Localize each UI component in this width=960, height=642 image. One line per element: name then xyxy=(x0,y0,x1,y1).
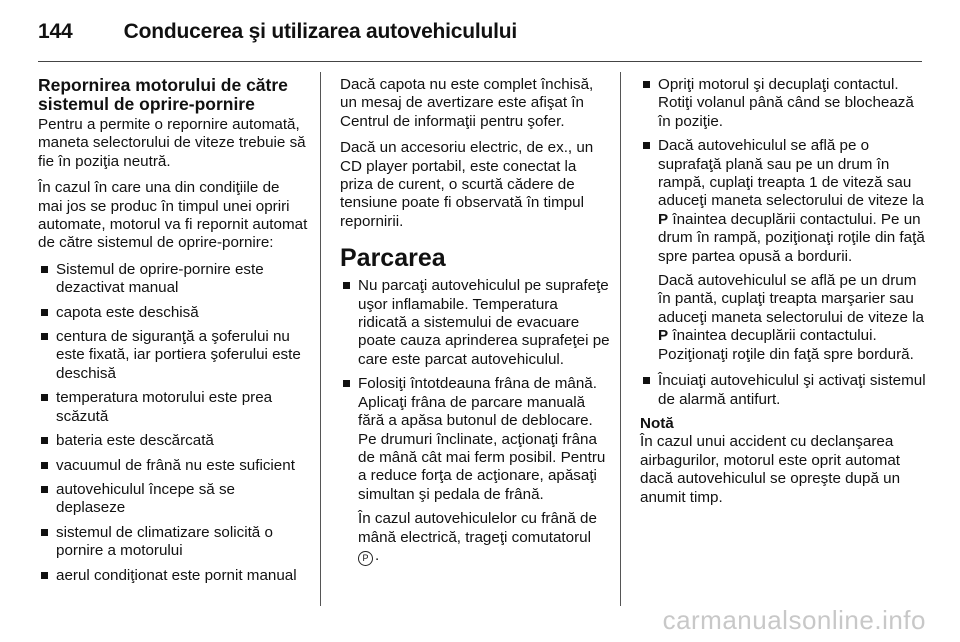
header-divider xyxy=(38,61,922,62)
list-item: vacuumul de frână nu este suficient xyxy=(38,457,308,475)
list-item: Dacă autovehiculul se află pe o suprafaţă plană sau pe un drum în rampă, cuplaţi treapta 1 de viteză sau aduceţi maneta selectorului de viteze la P înaintea decuplării contactului. Pe un drum în rampă, poziţionaţi roţile din faţă spre partea opusă a bordurii. xyxy=(640,137,930,266)
parking-list xyxy=(340,277,610,504)
bullet-icon xyxy=(41,266,48,273)
note-title: Notă xyxy=(640,414,674,432)
bullet-icon xyxy=(41,394,48,401)
list-item: Sistemul de oprire-pornire este dezactivat manual xyxy=(38,261,308,298)
list-item: autovehiculul începe să se deplaseze xyxy=(38,481,308,518)
list-item: Încuiaţi autovehiculul şi activaţi sistemul de alarmă antifurt. xyxy=(640,372,930,409)
bullet-icon xyxy=(343,282,350,289)
column-1 xyxy=(38,76,308,591)
sub-paragraph: În cazul autovehiculelor cu frână de mână electrică, trageţi comutatorul P . xyxy=(358,510,597,564)
section-heading-restart: Repornirea motorului de către sistemul de oprire-pornire xyxy=(38,75,288,114)
bullet-icon xyxy=(41,486,48,493)
parking-steps-list-2 xyxy=(640,372,930,409)
bullet-icon xyxy=(343,380,350,387)
list-item: Folosiţi întotdeauna frâna de mână. Aplicaţi frâna de parcare manuală fără a apăsa butonul de deblocare. Pe drumuri înclinate, acţionaţi frâna de mână cât mai ferm posibil. Pentru a reduce forţa de acţionare, apăsaţi simultan şi pedala de frână. xyxy=(340,375,610,504)
paragraph: Pentru a permite o repornire automată, maneta selectorului de viteze trebuie să fie în poziţia neutră. xyxy=(38,116,306,170)
column-2 xyxy=(340,76,610,574)
section-heading-parking: Parcarea xyxy=(340,244,446,273)
bullet-icon xyxy=(643,142,650,149)
bullet-icon xyxy=(41,529,48,536)
list-item: centura de siguranţă a şoferului nu este fixată, iar portiera şoferului este deschisă xyxy=(38,328,308,383)
paragraph: Dacă capota nu este complet închisă, un mesaj de avertizare este afişat în Centrul de informaţii pentru şofer. xyxy=(340,76,594,130)
chapter-title: Conducerea şi utilizarea autovehiculului xyxy=(123,20,518,43)
bullet-icon xyxy=(41,462,48,469)
column-3 xyxy=(640,76,930,515)
column-divider-2 xyxy=(620,72,621,606)
list-item: temperatura motorului este prea scăzută xyxy=(38,389,308,426)
list-item: aerul condiţionat este pornit manual xyxy=(38,567,308,585)
bullet-icon xyxy=(41,437,48,444)
list-item: capota este deschisă xyxy=(38,304,308,322)
bullet-icon xyxy=(41,309,48,316)
list-item: Nu parcaţi autovehiculul pe suprafeţe uşor inflamabile. Temperatura ridicată a sistemului de evacuare poate cauza aprinderea suprafeţei pe care este parcat autovehiculul. xyxy=(340,277,610,369)
paragraph: În cazul în care una din condiţiile de mai jos se produc în timpul unei opriri automate, motorul va fi repornit automat de către sistemul de oprire-pornire: xyxy=(38,179,308,252)
list-item: bateria este descărcată xyxy=(38,432,308,450)
bullet-icon xyxy=(41,333,48,340)
sub-paragraph: Dacă autovehiculul se află pe un drum în pantă, cuplaţi treapta marşarier sau aduceţi maneta selectorului de viteze la P înaintea decuplării contactului. Poziţionaţi roţile din faţă spre bordură. xyxy=(658,272,924,363)
list-item: Opriţi motorul şi decuplaţi contactul. Rotiţi volanul până când se blochează în poziţie. xyxy=(640,76,930,131)
conditions-list xyxy=(38,261,308,585)
bullet-icon xyxy=(643,81,650,88)
parking-steps-list xyxy=(640,76,930,266)
page-number: 144 xyxy=(38,20,73,43)
column-divider-1 xyxy=(320,72,321,606)
bullet-icon xyxy=(643,377,650,384)
watermark: carmanualsonline.info xyxy=(662,605,926,635)
paragraph: Dacă un accesoriu electric, de ex., un CD player portabil, este conectat la priza de curent, o scurtă cădere de tensiune poate fi observată în timpul repornirii. xyxy=(340,139,594,230)
list-item: sistemul de climatizare solicită o pornire a motorului xyxy=(38,524,308,561)
parking-brake-icon: P xyxy=(358,551,373,566)
page-header xyxy=(38,20,517,44)
bullet-icon xyxy=(41,572,48,579)
note-text: În cazul unui accident cu declanşarea airbagurilor, motorul este oprit automat dacă autovehiculul se opreşte după un anumit timp. xyxy=(640,433,901,506)
